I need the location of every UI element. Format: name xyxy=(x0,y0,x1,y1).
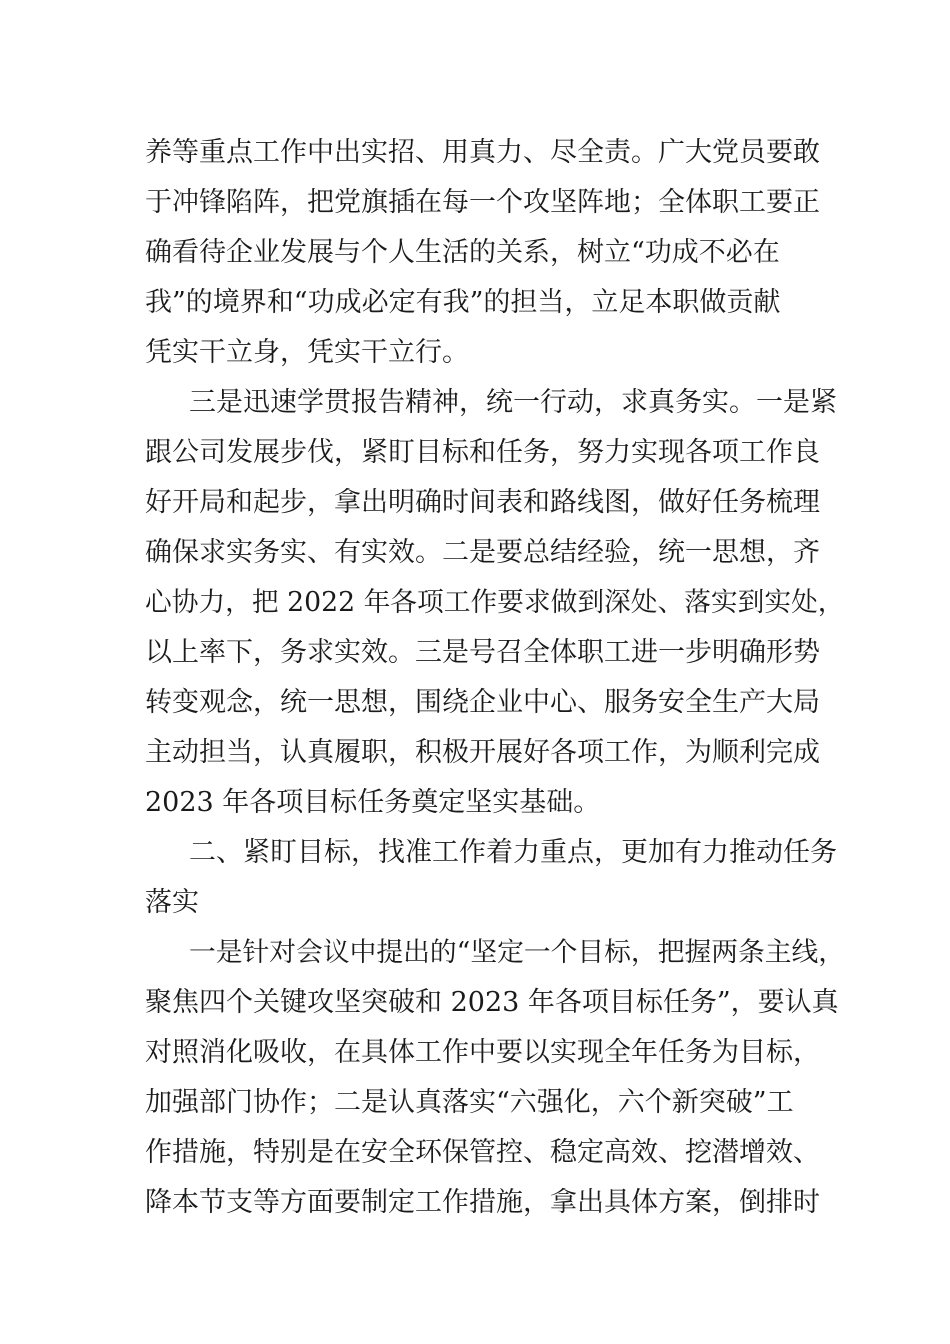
text-line: 聚焦四个关键攻坚突破和 2023 年各项目标任务”，要认真 xyxy=(145,987,839,1018)
section-heading-line: 二、紧盯目标，找准工作着力重点，更加有力推动任务 xyxy=(189,837,837,868)
text-line: 确看待企业发展与个人生活的关系，树立“功成不必在 xyxy=(145,237,780,268)
text-line: 转变观念，统一思想，围绕企业中心、服务安全生产大局 xyxy=(145,687,820,718)
text-line: 2023 年各项目标任务奠定坚实基础。 xyxy=(145,787,601,818)
text-line: 心协力，把 2022 年各项工作要求做到深处、落实到实处， xyxy=(145,587,845,618)
body-text xyxy=(145,128,845,1228)
text-line: 我”的境界和“功成必定有我”的担当，立足本职做贡献 xyxy=(145,287,781,318)
text-line: 好开局和起步，拿出明确时间表和路线图，做好任务梳理 xyxy=(145,487,820,518)
paragraph-start-line: 一是针对会议中提出的“坚定一个目标，把握两条主线， xyxy=(189,937,846,968)
text-line: 加强部门协作；二是认真落实“六强化，六个新突破”工 xyxy=(145,1087,794,1118)
text-line: 主动担当，认真履职，积极开展好各项工作，为顺利完成 xyxy=(145,737,820,768)
text-line: 对照消化吸收，在具体工作中要以实现全年任务为目标， xyxy=(145,1037,820,1068)
text-line: 跟公司发展步伐，紧盯目标和任务，努力实现各项工作良 xyxy=(145,437,820,468)
text-line: 确保求实务实、有实效。二是要总结经验，统一思想，齐 xyxy=(145,537,820,568)
section-heading-line: 落实 xyxy=(145,887,199,918)
text-line: 以上率下，务求实效。三是号召全体职工进一步明确形势 xyxy=(145,637,820,668)
text-line: 作措施，特别是在安全环保管控、稳定高效、挖潜增效、 xyxy=(145,1137,820,1168)
paragraph-start-line: 三是迅速学贯报告精神，统一行动，求真务实。一是紧 xyxy=(189,387,837,418)
text-line: 凭实干立身，凭实干立行。 xyxy=(145,337,469,368)
text-line: 降本节支等方面要制定工作措施，拿出具体方案，倒排时 xyxy=(145,1187,820,1218)
text-line: 于冲锋陷阵，把党旗插在每一个攻坚阵地；全体职工要正 xyxy=(145,187,820,218)
text-line: 养等重点工作中出实招、用真力、尽全责。广大党员要敢 xyxy=(145,137,820,168)
